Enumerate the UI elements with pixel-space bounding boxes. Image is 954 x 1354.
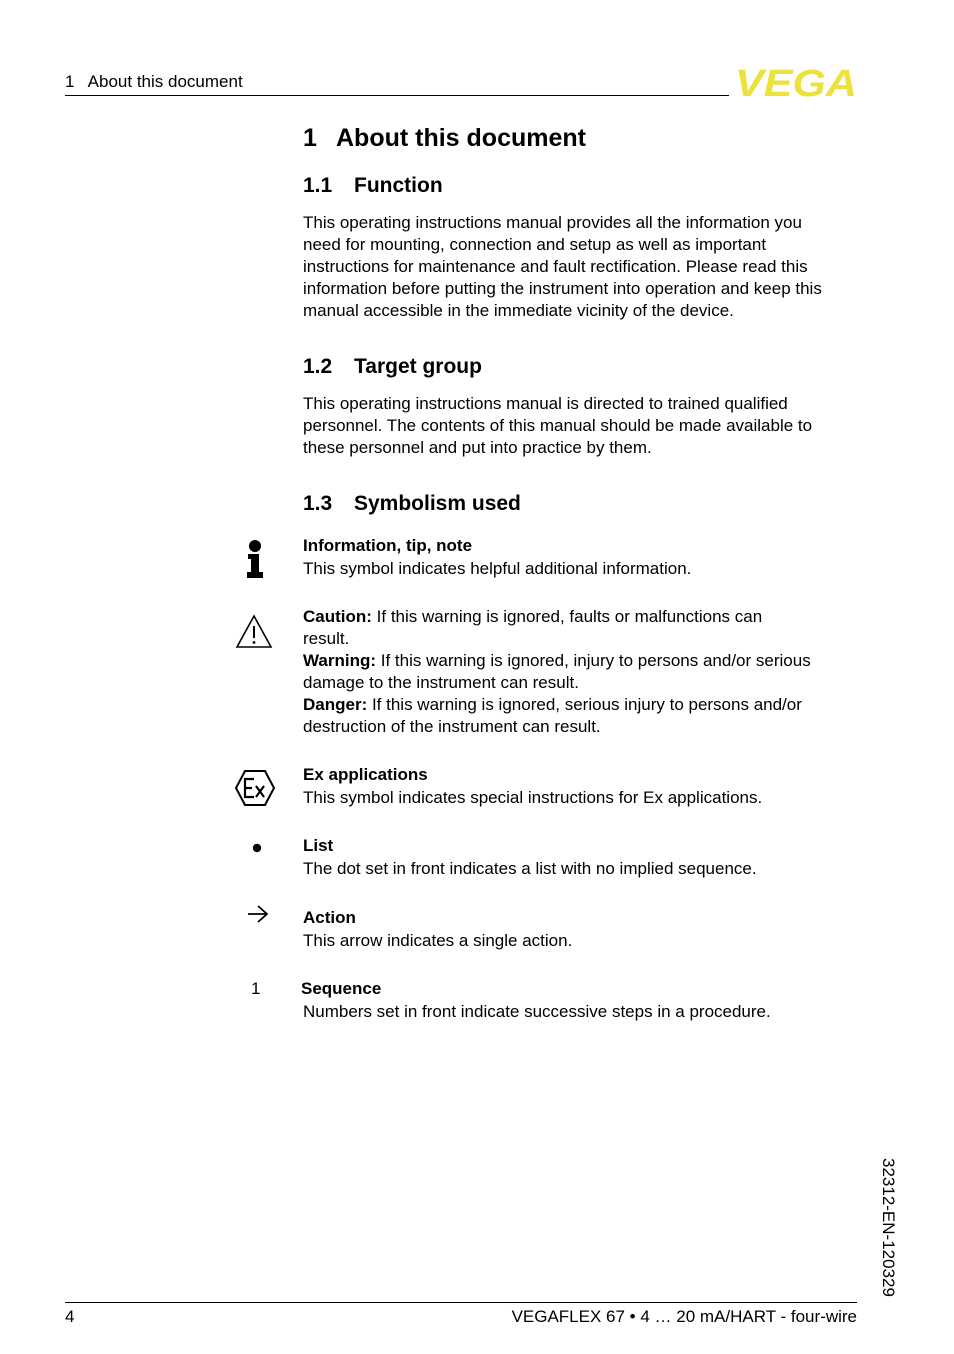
list-description: The dot set in front indicates a list with no implied sequence. bbox=[303, 859, 757, 878]
warning-label: Warning: bbox=[303, 651, 377, 670]
section-title: Symbolism used bbox=[354, 492, 521, 515]
sequence-number-marker: 1 bbox=[251, 979, 261, 998]
sequence-title: Sequence bbox=[301, 979, 382, 998]
warning-line bbox=[303, 650, 863, 672]
document-code: 32312-EN-120329 bbox=[879, 1158, 898, 1297]
sequence-description: Numbers set in front indicate successive steps in a procedure. bbox=[303, 1002, 771, 1021]
ex-hexagon-icon bbox=[234, 769, 276, 812]
chapter-title bbox=[303, 123, 586, 153]
paragraph-line: personnel. The contents of this manual should be made available to bbox=[303, 416, 813, 435]
ex-description: This symbol indicates special instructions for Ex applications. bbox=[303, 788, 763, 807]
page-number: 4 bbox=[65, 1307, 75, 1326]
section-number: 1.1 bbox=[303, 174, 333, 197]
section-title: Function bbox=[354, 174, 443, 197]
function-paragraph bbox=[303, 212, 863, 322]
action-title: Action bbox=[303, 908, 356, 927]
running-header: 1 About this document bbox=[65, 72, 243, 91]
section-number: 1.3 bbox=[303, 492, 333, 515]
caution-label: Caution: bbox=[303, 607, 372, 626]
paragraph-line: these personnel and put into practice by them. bbox=[303, 438, 652, 457]
action-description: This arrow indicates a single action. bbox=[303, 931, 573, 950]
bullet-dot-icon bbox=[252, 840, 262, 858]
header-divider bbox=[65, 95, 729, 96]
warning-triangle-icon bbox=[235, 614, 273, 654]
list-title: List bbox=[303, 836, 334, 855]
paragraph-line: instructions for maintenance and fault rectification. Please read this bbox=[303, 257, 808, 276]
ex-title: Ex applications bbox=[303, 765, 428, 784]
danger-label: Danger: bbox=[303, 695, 368, 714]
chapter-title-text: About this document bbox=[336, 124, 586, 152]
warning-line-2: damage to the instrument can result. bbox=[303, 673, 579, 692]
section-heading-symbolism bbox=[303, 491, 521, 517]
logo-wordmark: VEGA bbox=[735, 66, 857, 98]
arrow-right-icon bbox=[246, 903, 270, 930]
info-icon bbox=[244, 539, 266, 584]
footer-product-name: VEGAFLEX 67 • 4 … 20 mA/HART - four-wire bbox=[511, 1307, 857, 1326]
paragraph-line: need for mounting, connection and setup as well as important bbox=[303, 235, 767, 254]
info-description: This symbol indicates helpful additional information. bbox=[303, 559, 692, 578]
section-number: 1.2 bbox=[303, 355, 333, 378]
paragraph-line: manual accessible in the immediate vicinity of the device. bbox=[303, 301, 734, 320]
danger-line bbox=[303, 694, 863, 716]
caution-line-2: result. bbox=[303, 629, 350, 648]
paragraph-line: This operating instructions manual is directed to trained qualified bbox=[303, 394, 788, 413]
footer-divider bbox=[65, 1302, 857, 1303]
paragraph-line: This operating instructions manual provides all the information you bbox=[303, 213, 802, 232]
target-group-paragraph bbox=[303, 393, 863, 459]
caution-text: If this warning is ignored, faults or malfunctions can bbox=[371, 607, 763, 626]
chapter-number: 1 bbox=[303, 124, 317, 152]
danger-line-2: destruction of the instrument can result. bbox=[303, 717, 601, 736]
vega-logo bbox=[734, 66, 858, 98]
section-title: Target group bbox=[354, 355, 482, 378]
info-title: Information, tip, note bbox=[303, 536, 473, 555]
danger-text: If this warning is ignored, serious injury to persons and/or bbox=[367, 695, 802, 714]
caution-line bbox=[303, 606, 863, 628]
paragraph-line: information before putting the instrument into operation and keep this bbox=[303, 279, 822, 298]
section-heading-function bbox=[303, 173, 443, 199]
section-heading-target-group bbox=[303, 354, 482, 380]
warning-text: If this warning is ignored, injury to persons and/or serious bbox=[376, 651, 811, 670]
warning-levels-block bbox=[303, 606, 863, 738]
